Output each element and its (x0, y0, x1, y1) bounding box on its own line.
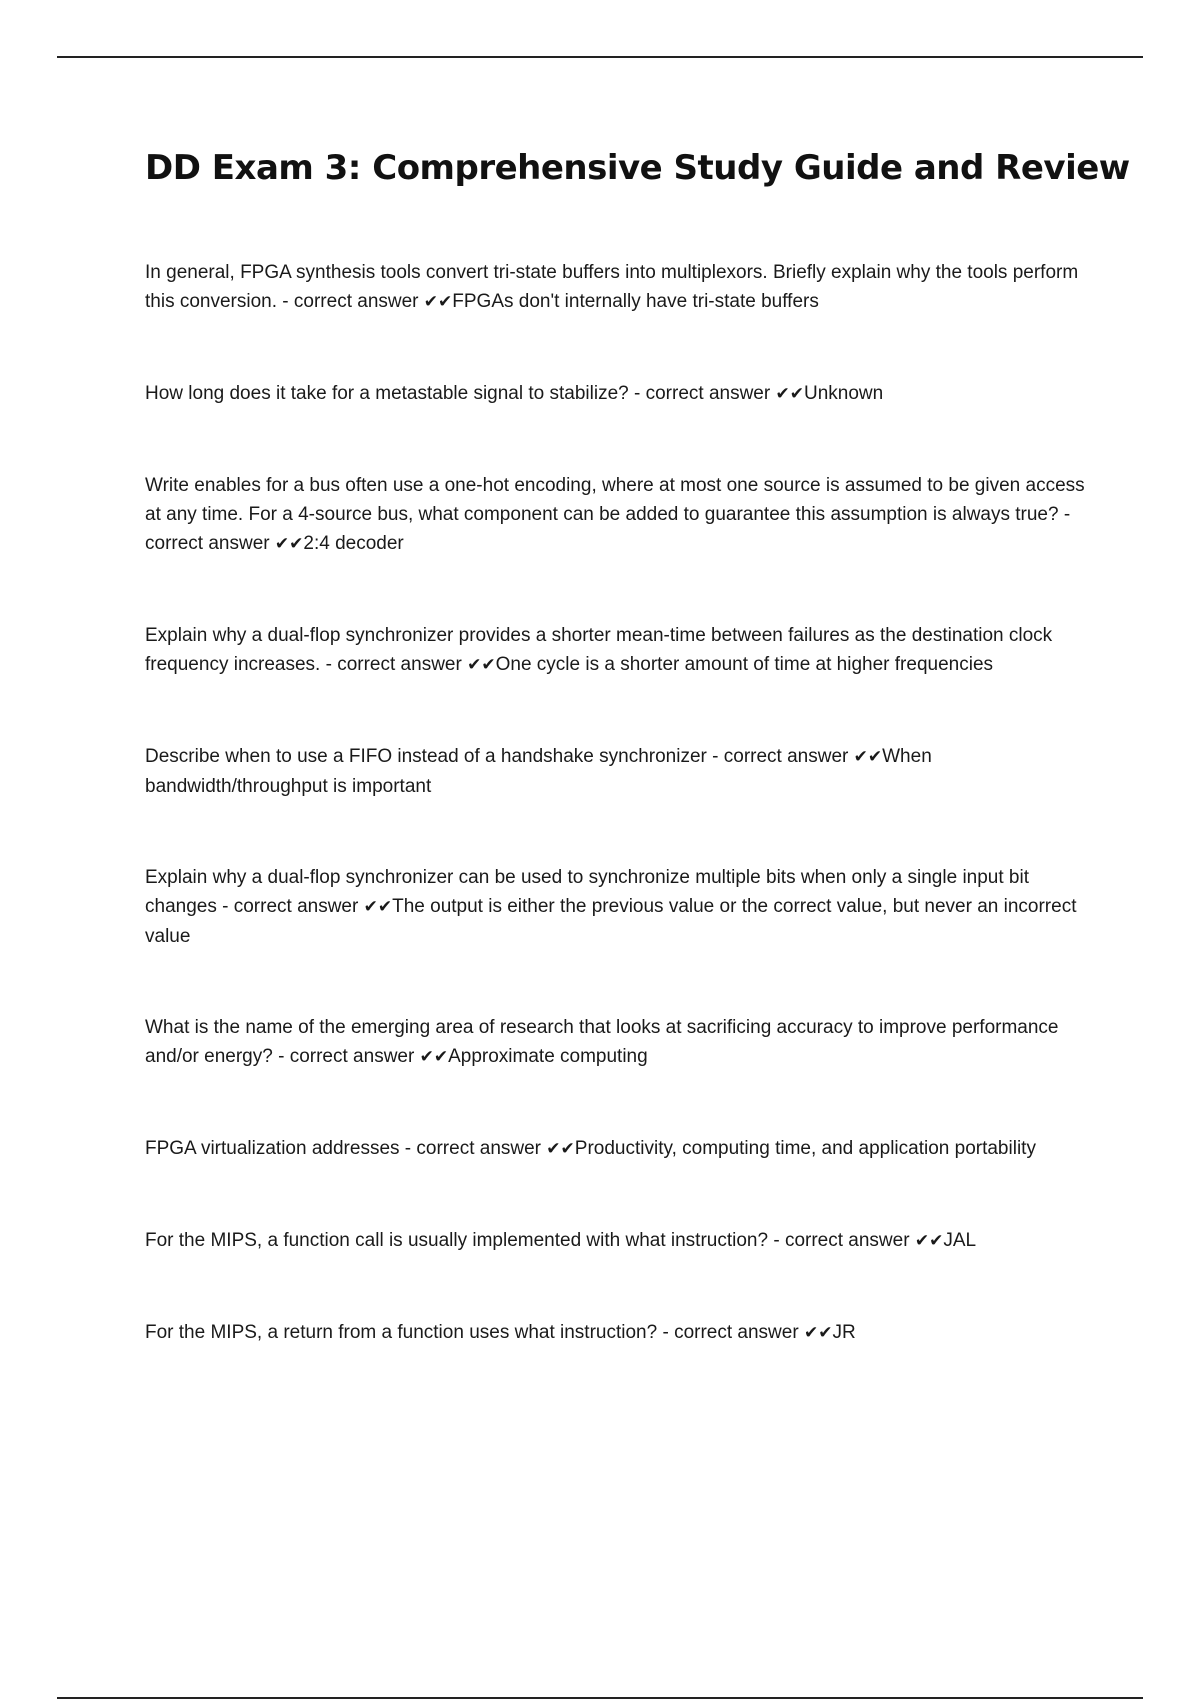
qa-item (145, 1013, 1090, 1072)
question-text: In general, FPGA synthesis tools convert tri-state buffers into multiplexors. Briefly explain why the tools perform this conversion. (145, 262, 1079, 312)
qa-item (145, 621, 1090, 680)
double-check-icon: ✔✔ (775, 384, 804, 404)
answer-text: Approximate computing (448, 1046, 648, 1067)
answer-marker: - correct answer (278, 1046, 415, 1067)
answer-marker: - correct answer (222, 896, 359, 917)
answer-marker: - correct answer (634, 383, 771, 404)
question-text: Explain why a dual-flop synchronizer provides a shorter mean-time between failures as the destination clock frequency increases. (145, 625, 1053, 675)
answer-marker: - correct answer (282, 291, 419, 312)
double-check-icon: ✔✔ (467, 655, 496, 675)
question-text: What is the name of the emerging area of research that looks at sacrificing accuracy to improve performance and/or energy? (145, 1017, 1059, 1067)
double-check-icon: ✔✔ (546, 1139, 575, 1159)
question-text: For the MIPS, a function call is usually implemented with what instruction? (145, 1230, 769, 1251)
question-text: Describe when to use a FIFO instead of a handshake synchronizer (145, 746, 707, 767)
qa-item (145, 863, 1090, 951)
double-check-icon: ✔✔ (853, 747, 883, 767)
question-text: For the MIPS, a return from a function uses what instruction? (145, 1322, 658, 1343)
qa-item (145, 471, 1090, 559)
answer-text: 2:4 decoder (303, 533, 404, 554)
qa-item (145, 1226, 1090, 1256)
answer-text: JR (832, 1322, 856, 1343)
qa-item (145, 1134, 1090, 1164)
page-title: DD Exam 3: Comprehensive Study Guide and Review (145, 148, 1130, 188)
answer-text: Productivity, computing time, and application portability (574, 1138, 1036, 1159)
answer-text: JAL (943, 1230, 977, 1251)
double-check-icon: ✔✔ (419, 1047, 449, 1067)
question-text: Explain why a dual-flop synchronizer can be used to synchronize multiple bits when only a single input bit changes (145, 867, 1029, 917)
double-check-icon: ✔✔ (914, 1231, 944, 1251)
qa-item (145, 379, 1090, 409)
answer-text: FPGAs don't internally have tri-state buffers (452, 291, 819, 312)
question-text: Write enables for a bus often use a one-hot encoding, where at most one source is assumed to be given access at any time. For a 4-source bus, what component can be added to guarantee this assumption is always true? (145, 475, 1085, 525)
double-check-icon: ✔✔ (363, 897, 393, 917)
double-check-icon: ✔✔ (423, 292, 453, 312)
answer-marker: - correct answer (712, 746, 849, 767)
answer-marker: - correct answer (662, 1322, 799, 1343)
double-check-icon: ✔✔ (803, 1323, 833, 1343)
answer-marker: - correct answer (325, 654, 462, 675)
answer-text: Unknown (803, 383, 884, 404)
qa-item (145, 742, 1090, 801)
qa-item (145, 258, 1090, 317)
answer-marker: - correct answer (404, 1138, 541, 1159)
answer-text: One cycle is a shorter amount of time at higher frequencies (495, 654, 994, 675)
question-text: FPGA virtualization addresses (145, 1138, 400, 1159)
footer-rule (57, 1697, 1143, 1699)
answer-marker: - correct answer (773, 1230, 910, 1251)
answer-text: The output is either the previous value or the correct value, but never an incorrect value (145, 896, 1077, 947)
question-text: How long does it take for a metastable signal to stabilize? (145, 383, 629, 404)
answer-text: When bandwidth/throughput is important (145, 746, 932, 797)
header-rule (57, 56, 1143, 58)
answer-marker: - correct answer (145, 504, 1071, 554)
double-check-icon: ✔✔ (274, 534, 304, 554)
qa-item (145, 1318, 1090, 1348)
qa-list (145, 258, 1090, 1410)
